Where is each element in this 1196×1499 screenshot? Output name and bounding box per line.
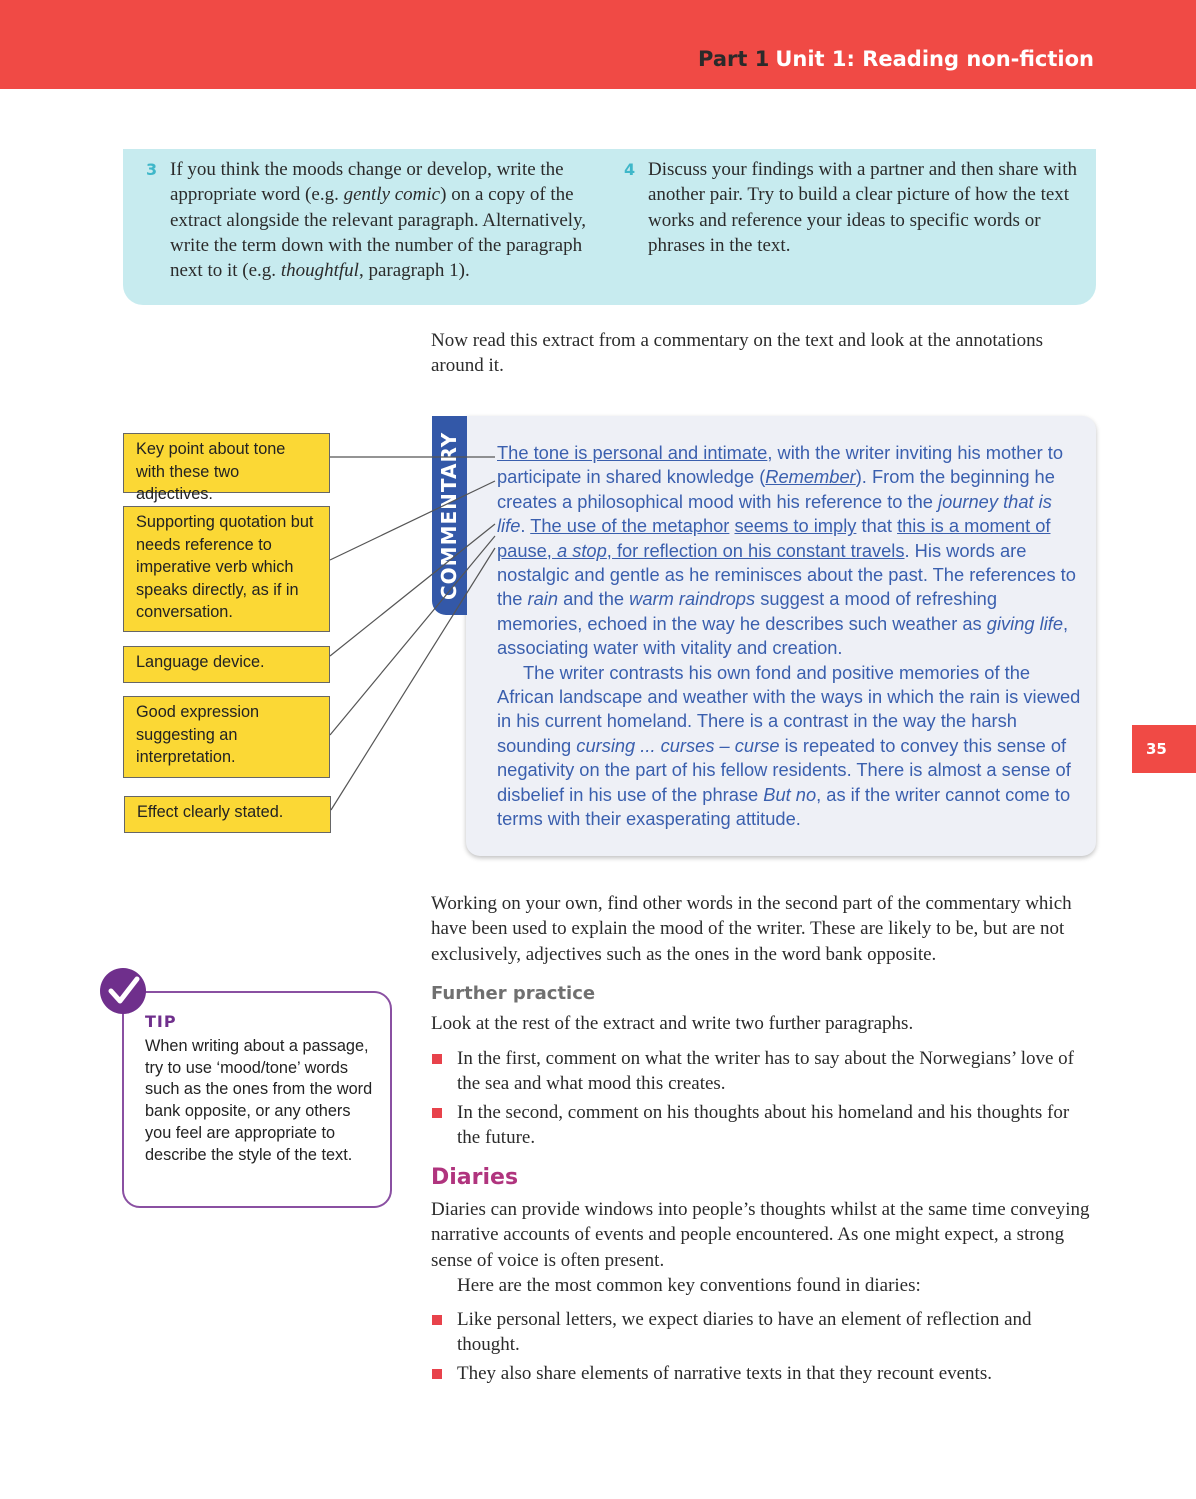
- task-number: 3: [146, 160, 158, 179]
- list-item: They also share elements of narrative texts in that they recount events.: [431, 1361, 1091, 1386]
- diaries-text: [431, 1197, 1091, 1298]
- commentary-tab-label: COMMENTARY: [437, 431, 461, 600]
- task-number: 4: [624, 160, 636, 179]
- working-text: [431, 891, 1091, 967]
- quote-rain: rain: [527, 588, 558, 610]
- annotation-effect: Effect clearly stated.: [124, 796, 331, 833]
- quote-warm-raindrops: warm raindrops: [629, 588, 756, 610]
- diaries-paragraph: Diaries can provide windows into people’s thoughts whilst at the same time conveying narrative accounts of events and people encountered. As one might expect, a strong sense of voice is often present.: [431, 1199, 1090, 1271]
- commentary-span: .: [520, 515, 531, 537]
- page-number: 35: [1132, 725, 1196, 773]
- task-text: ) on a copy of the extract alongside the relevant paragraph. Alternatively, write the term down with the number of the paragraph next to it (e.g.: [170, 184, 587, 282]
- language-device-metaphor: The use of the metaphor: [530, 515, 730, 537]
- tip-title: TIP: [145, 1012, 177, 1031]
- list-item: In the second, comment on his thoughts about his homeland and his thoughts for the future.: [431, 1100, 1091, 1151]
- quote-giving-life: giving life: [986, 612, 1064, 634]
- connector-line: [331, 548, 495, 810]
- task-text-em: gently comic: [343, 184, 441, 206]
- commentary-span: , as if the writer cannot come to terms with their exasperating attitude.: [497, 783, 1071, 830]
- effect-stated: this is a moment of pause,: [497, 515, 1051, 561]
- commentary-span: and the: [557, 588, 630, 610]
- quote-a-stop: a stop: [556, 539, 607, 561]
- annotation-language-device: Language device.: [123, 646, 330, 683]
- checkmark-icon: [100, 968, 146, 1014]
- further-intro: [431, 1011, 1091, 1036]
- commentary-span: that: [856, 515, 898, 537]
- annotation-supporting-quotation: Supporting quotation but needs reference to imperative verb which speaks directly, as if in conversation.: [123, 506, 330, 632]
- working-paragraph: Working on your own, find other words in the second part of the commentary which have been used to explain the mood of the writer. These are likely to be, but are not exclusively, adjectives such as the ones in the word bank opposite.: [431, 893, 1072, 965]
- task-text: , paragraph 1).: [358, 260, 470, 282]
- annotation-good-expression: Good expression suggesting an interpretation.: [123, 696, 330, 778]
- diaries-paragraph: Here are the most common key conventions found in diaries:: [457, 1274, 921, 1296]
- commentary-span: is repeated to convey this sense of negativity on the part of his fellow residents. There is almost a sense of disbelief in his use of the phrase: [497, 734, 1071, 805]
- header-part: Part 1: [698, 47, 770, 71]
- effect-stated-cont: , for reflection on his constant travels: [606, 539, 905, 561]
- diaries-bullets: [431, 1307, 1091, 1389]
- intro-paragraph: Now read this extract from a commentary on the text and look at the annotations around it.: [431, 330, 1044, 377]
- quote-but-no: But no: [763, 783, 817, 805]
- list-item: Like personal letters, we expect diaries to have an element of reflection and thought.: [431, 1307, 1091, 1358]
- commentary-span: The writer contrasts his own fond and positive memories of the African landscape and weather with the ways in which the rain is viewed in his current homeland. There is a contrast in the way the harsh sounding: [497, 661, 1081, 756]
- interpretation-phrase: seems to imply: [734, 515, 857, 537]
- commentary-span: ). From the beginning he creates a philosophical mood with his reference to the: [497, 466, 1055, 512]
- quote-journey: journey that is life: [497, 490, 1052, 537]
- task-text: Discuss your findings with a partner and then share with another pair. Try to build a clear picture of how the text works and reference your ideas to specific words or phrases in the text.: [648, 159, 1077, 256]
- commentary-span: , associating water with vitality and creation.: [497, 612, 1069, 659]
- commentary-span: , with the writer inviting his mother to participate in shared knowledge (: [497, 442, 1063, 488]
- annotation-key-point: Key point about tone with these two adjectives.: [123, 433, 330, 493]
- commentary-span: suggest a mood of refreshing memories, echoed in the way he describes such weather as: [497, 588, 997, 634]
- commentary-span: . His words are nostalgic and gentle as he reminisces about the past. The references to the: [497, 539, 1076, 610]
- connector-line: [330, 481, 495, 560]
- header-unit-title: Unit 1: Reading non‑fiction: [775, 47, 1094, 71]
- diaries-heading: Diaries: [431, 1165, 519, 1190]
- further-intro-paragraph: Look at the rest of the extract and write two further paragraphs.: [431, 1013, 914, 1034]
- quote-remember: Remember: [765, 466, 856, 488]
- task-text-em: thoughtful: [280, 260, 359, 282]
- list-item: In the first, comment on what the writer has to say about the Norwegians’ love of the sea and what mood this creates.: [431, 1046, 1091, 1097]
- tip-text: When writing about a passage, try to use ‘mood/tone’ words such as the ones from the word bank opposite, or any others you feel are appropriate to describe the style of the text.: [145, 1037, 373, 1164]
- further-practice-heading: Further practice: [431, 983, 596, 1004]
- quote-cursing: cursing ... curses – curse: [576, 734, 780, 756]
- further-bullets: [431, 1046, 1091, 1153]
- task-text: If you think the moods change or develop, write the appropriate word (e.g.: [170, 159, 564, 206]
- key-point-tone: The tone is personal and intimate: [497, 442, 768, 463]
